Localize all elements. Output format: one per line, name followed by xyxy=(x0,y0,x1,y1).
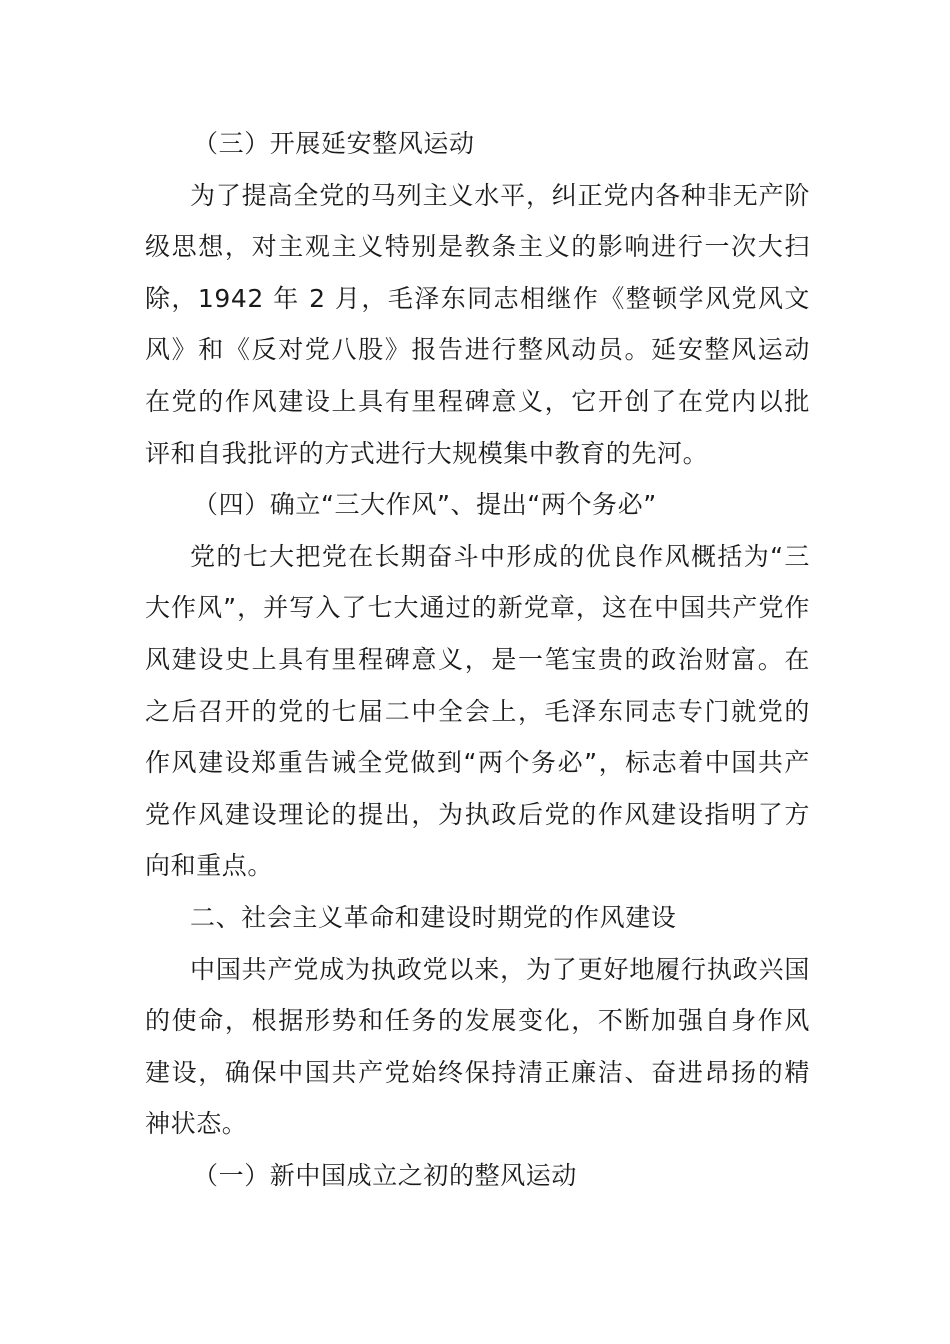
paragraph-three-styles: 党的七大把党在长期奋斗中形成的优良作风概括为“三大作风”，并写入了七大通过的新党章，这在中国共产党作风建设史上具有里程碑意义，是一笔宝贵的政治财富。在之后召开的党的七届二中全会上，毛泽东同志专门就党的作风建设郑重告诫全党做到“两个务必”，标志着中国共产党作风建设理论的提出，为执政后党的作风建设指明了方向和重点。 xyxy=(145,541,810,881)
section-heading-4: （四）确立“三大作风”、提出“两个务必” xyxy=(193,490,657,520)
section-heading-3: （三）开展延安整风运动 xyxy=(193,129,475,158)
document-body xyxy=(145,118,810,1201)
chapter-heading-2: 二、社会主义革命和建设时期党的作风建设 xyxy=(190,902,677,932)
paragraph-yanan-rectification: 为了提高全党的马列主义水平，纠正党内各种非无产阶级思想，对主观主义特别是教条主义的影响进行一次大扫除，1942 年 2 月，毛泽东同志相继作《整顿学风党风文风》和《反对党八股》报告进行整风动员。延安整风运动在党的作风建设上具有里程碑意义，它开创了在党内以批评和自我批评的方式进行大规模集中教育的先河。 xyxy=(145,180,810,468)
paragraph-ruling-party: 中国共产党成为执政党以来，为了更好地履行执政兴国的使命，根据形势和任务的发展变化，不断加强自身作风建设，确保中国共产党始终保持清正廉洁、奋进昂扬的精神状态。 xyxy=(145,954,810,1139)
section-heading-1: （一）新中国成立之初的整风运动 xyxy=(193,1160,578,1190)
